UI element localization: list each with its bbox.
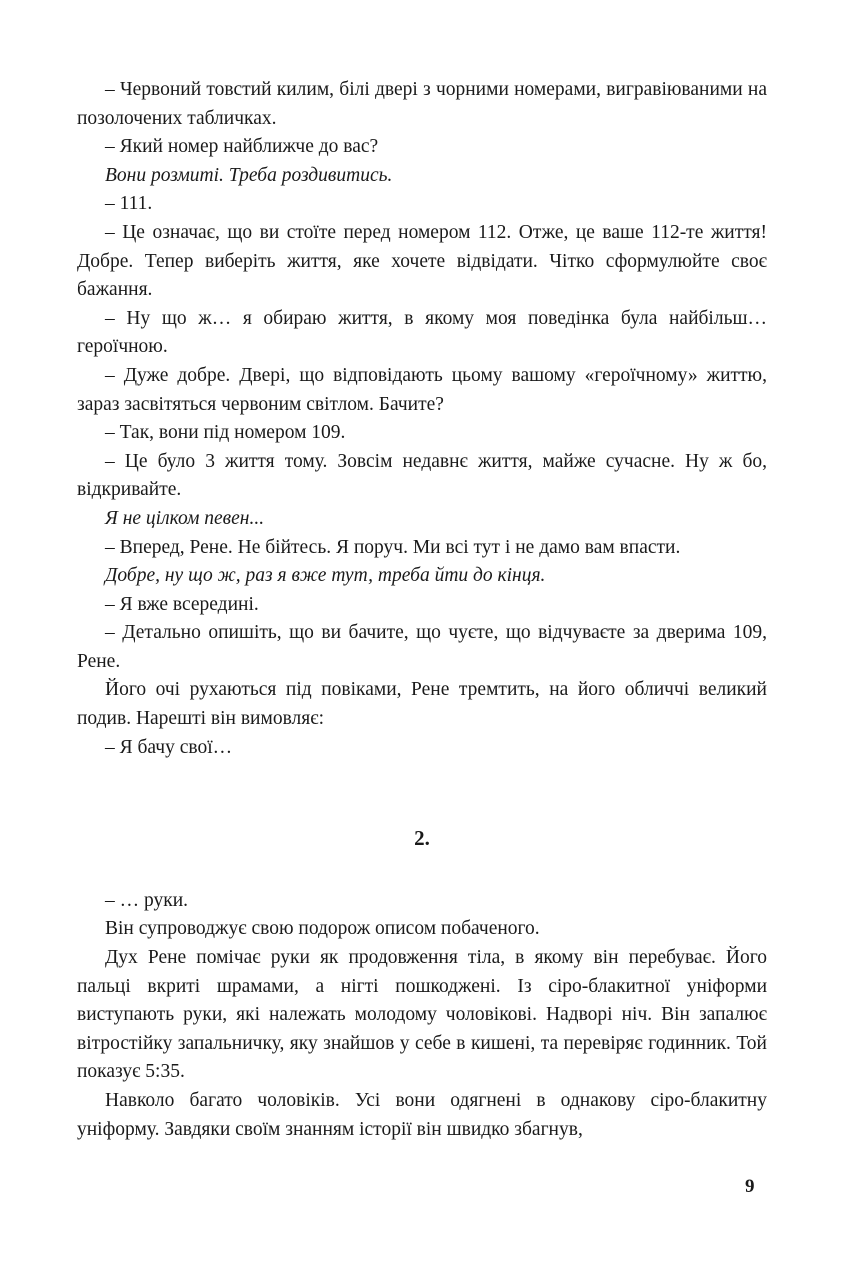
paragraph: – Ну що ж… я обираю життя, в якому моя поведінка була найбільш… героїчною.: [77, 307, 767, 358]
section-2: [77, 887, 767, 1144]
paragraph: – Детально опишіть, що ви бачите, що чуєте, що відчуваєте за дверима 109, Рене.: [77, 622, 767, 672]
paragraph: Він супроводжує свою подорож описом побаченого.: [105, 918, 540, 940]
paragraph: Добре, ну що ж, раз я вже тут, треба йти до кінця.: [105, 565, 546, 587]
paragraph: – Я вже всередині.: [105, 593, 259, 615]
paragraph: – Який номер найближче до вас?: [105, 136, 379, 158]
paragraph: Навколо багато чоловіків. Усі вони одягнені в однакову сіро-блакитну уніформу. Завдяки своїм знанням історії він швидко збагнув,: [77, 1090, 767, 1140]
paragraph: – Вперед, Рене. Не бійтесь. Я поруч. Ми всі тут і не дамо вам впасти.: [105, 536, 681, 558]
paragraph: – Це було 3 життя тому. Зовсім недавнє життя, майже сучасне. Ну ж бо, відкривайте.: [77, 450, 767, 501]
paragraph: – Дуже добре. Двері, що відповідають цьому вашому «героїчному» життю, зараз засвітяться червоним світлом. Бачите?: [77, 364, 767, 415]
page-number: 9: [745, 1176, 755, 1197]
paragraph: – Я бачу свої…: [105, 736, 233, 758]
paragraph: Дух Рене помічає руки як продовження тіла, в якому він перебуває. Його пальці вкриті шрамами, а нігті пошкоджені. Із сіро-блакитної уніформи виступають руки, які належать молодому чоловікові. Надворі ніч. Він запалює вітростійку запальничку, яку знайшов у себе в кишені, та перевіряє годинник. Той показує 5:35.: [77, 947, 767, 1083]
paragraph: – … руки.: [105, 889, 189, 911]
paragraph: – 111.: [105, 193, 153, 215]
paragraph: – Так, вони під номером 109.: [105, 422, 346, 444]
paragraph: Я не цілком певен...: [105, 507, 265, 529]
chapter-heading: 2.: [414, 826, 430, 851]
paragraph: Вони розмиті. Треба роздивитись.: [105, 164, 393, 186]
section-1: [77, 76, 767, 762]
page-body: [77, 76, 767, 1144]
paragraph: – Це означає, що ви стоїте перед номером 112. Отже, це ваше 112-те життя! Добре. Тепер виберіть життя, яке хочете відвідати. Чітко сформулюйте своє бажання.: [77, 221, 767, 301]
paragraph: Його очі рухаються під повіками, Рене тремтить, на його обличчі великий подив. Нарешті він вимовляє:: [77, 679, 767, 730]
paragraph: – Червоний товстий килим, білі двері з чорними номерами, вигравіюваними на позолочених табличках.: [77, 79, 767, 129]
